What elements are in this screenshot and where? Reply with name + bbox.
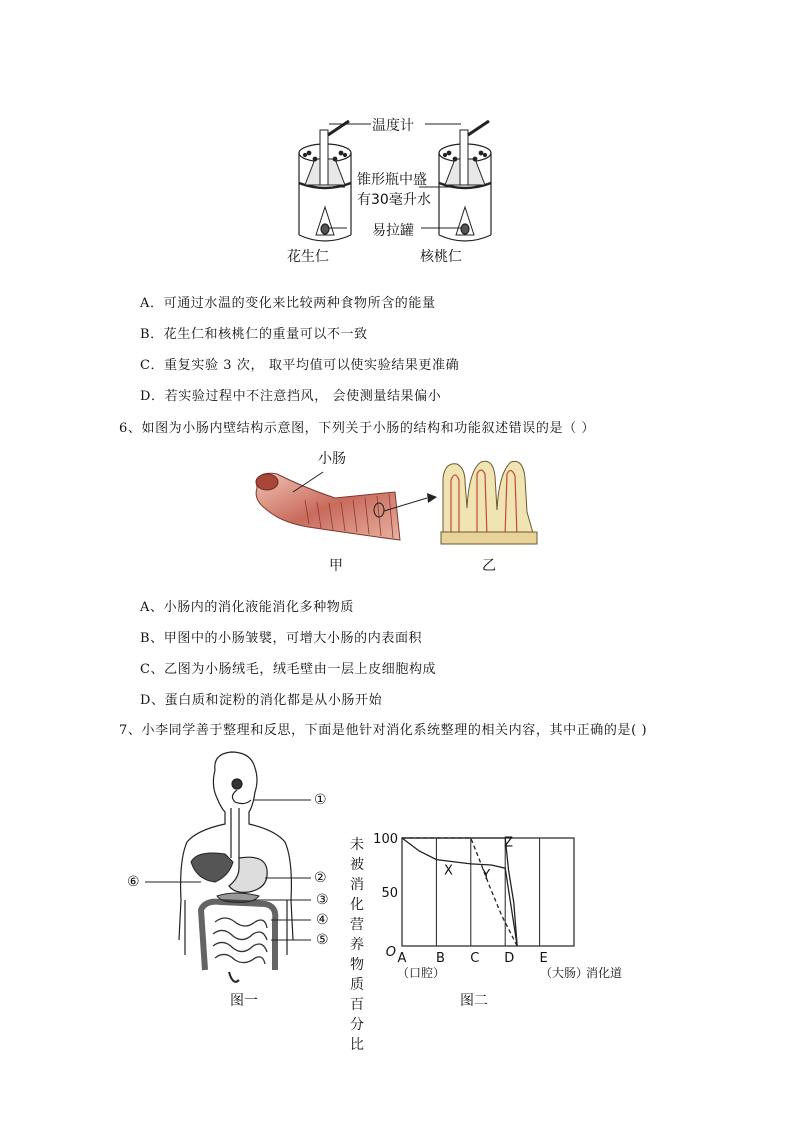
intestine-figure xyxy=(245,448,545,558)
marker-6: ⑥ xyxy=(127,874,140,890)
q5-option-c: C．重复实验 3 次， 取平均值可以使实验结果更准确 xyxy=(140,358,460,373)
x-tick-label: A xyxy=(397,951,407,966)
intestine-jia-drawing xyxy=(256,472,437,540)
y-label-part-3: 营养 xyxy=(350,917,364,953)
q5-option-b: B．花生仁和核桃仁的重量可以不一致 xyxy=(140,327,368,342)
figure-jia-label: 甲 xyxy=(329,558,343,574)
marker-3: ③ xyxy=(316,892,329,908)
y-label-part-1: 未被 xyxy=(350,837,364,873)
flask-label-line2: 有30毫升水 xyxy=(357,192,431,208)
series-label-y: Y xyxy=(482,868,491,884)
marker-2: ② xyxy=(314,870,327,886)
series-line-x xyxy=(402,835,517,946)
series-label-z: Z xyxy=(504,835,514,851)
x-tick-label: E xyxy=(539,951,548,966)
flask-label-line1: 锥形瓶中盛 xyxy=(357,172,427,188)
stomach xyxy=(229,857,267,892)
series-line-z xyxy=(402,835,517,946)
y-tick-label: 50 xyxy=(381,886,398,901)
y-label-part-6: 比 xyxy=(350,1037,364,1053)
left-apparatus xyxy=(299,121,351,241)
peanut-label: 花生仁 xyxy=(287,249,329,265)
walnut-label: 核桃仁 xyxy=(420,249,462,265)
right-apparatus xyxy=(439,121,491,241)
thermometer-label: 温度计 xyxy=(372,118,414,134)
y-tick-label: 100 xyxy=(373,832,398,847)
y-label-part-2: 消化 xyxy=(350,877,364,913)
q6-option-d: D、蛋白质和淀粉的消化都是从小肠开始 xyxy=(140,693,383,708)
figure-2-caption: 图二 xyxy=(460,993,488,1009)
x-tick-label: C xyxy=(470,951,480,966)
x-tick-label: B xyxy=(435,951,445,966)
y-label-part-5: 百分 xyxy=(350,997,364,1033)
digestive-system-figure xyxy=(125,750,340,990)
series-line-y xyxy=(402,835,517,946)
marker-4: ④ xyxy=(316,912,329,928)
small-intestine-label: 小肠 xyxy=(318,451,346,467)
figure-1-caption: 图一 xyxy=(230,993,258,1009)
plot-frame xyxy=(402,835,574,946)
q6-option-a: A、小肠内的消化液能消化多种物质 xyxy=(140,600,354,615)
marker-5: ⑤ xyxy=(316,932,329,948)
origin-label: O xyxy=(385,945,396,960)
x-tick-label: D xyxy=(504,951,515,966)
flask-label xyxy=(357,170,431,210)
q5-option-d: D．若实验过程中不注意挡风， 会使测量结果偏小 xyxy=(140,389,442,404)
marker-1: ① xyxy=(314,792,327,808)
x-note-mouth: （口腔） xyxy=(397,966,446,980)
q6-option-c: C、乙图为小肠绒毛，绒毛壁由一层上皮细胞构成 xyxy=(140,662,437,677)
q6-stem: 6、如图为小肠内壁结构示意图，下列关于小肠的结构和功能叙述错误的是（ ） xyxy=(119,421,596,436)
series-label-x: X xyxy=(443,863,453,879)
liver xyxy=(191,853,233,882)
x-note-large-intestine: （大肠） xyxy=(540,966,589,980)
x-axis-title: 消化道 xyxy=(586,966,623,980)
q5-option-a: A．可通过水温的变化来比较两种食物所含的能量 xyxy=(140,296,436,311)
q7-stem: 7、小李同学善于整理和反思，下面是他针对消化系统整理的相关内容，其中正确的是( ) xyxy=(119,723,648,738)
y-label-part-4: 物质 xyxy=(350,957,364,993)
q6-option-b: B、甲图中的小肠皱襞，可增大小肠的内表面积 xyxy=(140,631,423,646)
chart-y-label xyxy=(346,835,368,1055)
can-label: 易拉罐 xyxy=(372,223,414,239)
intestine-yi-drawing xyxy=(441,461,537,544)
figure-yi-label: 乙 xyxy=(482,558,496,574)
